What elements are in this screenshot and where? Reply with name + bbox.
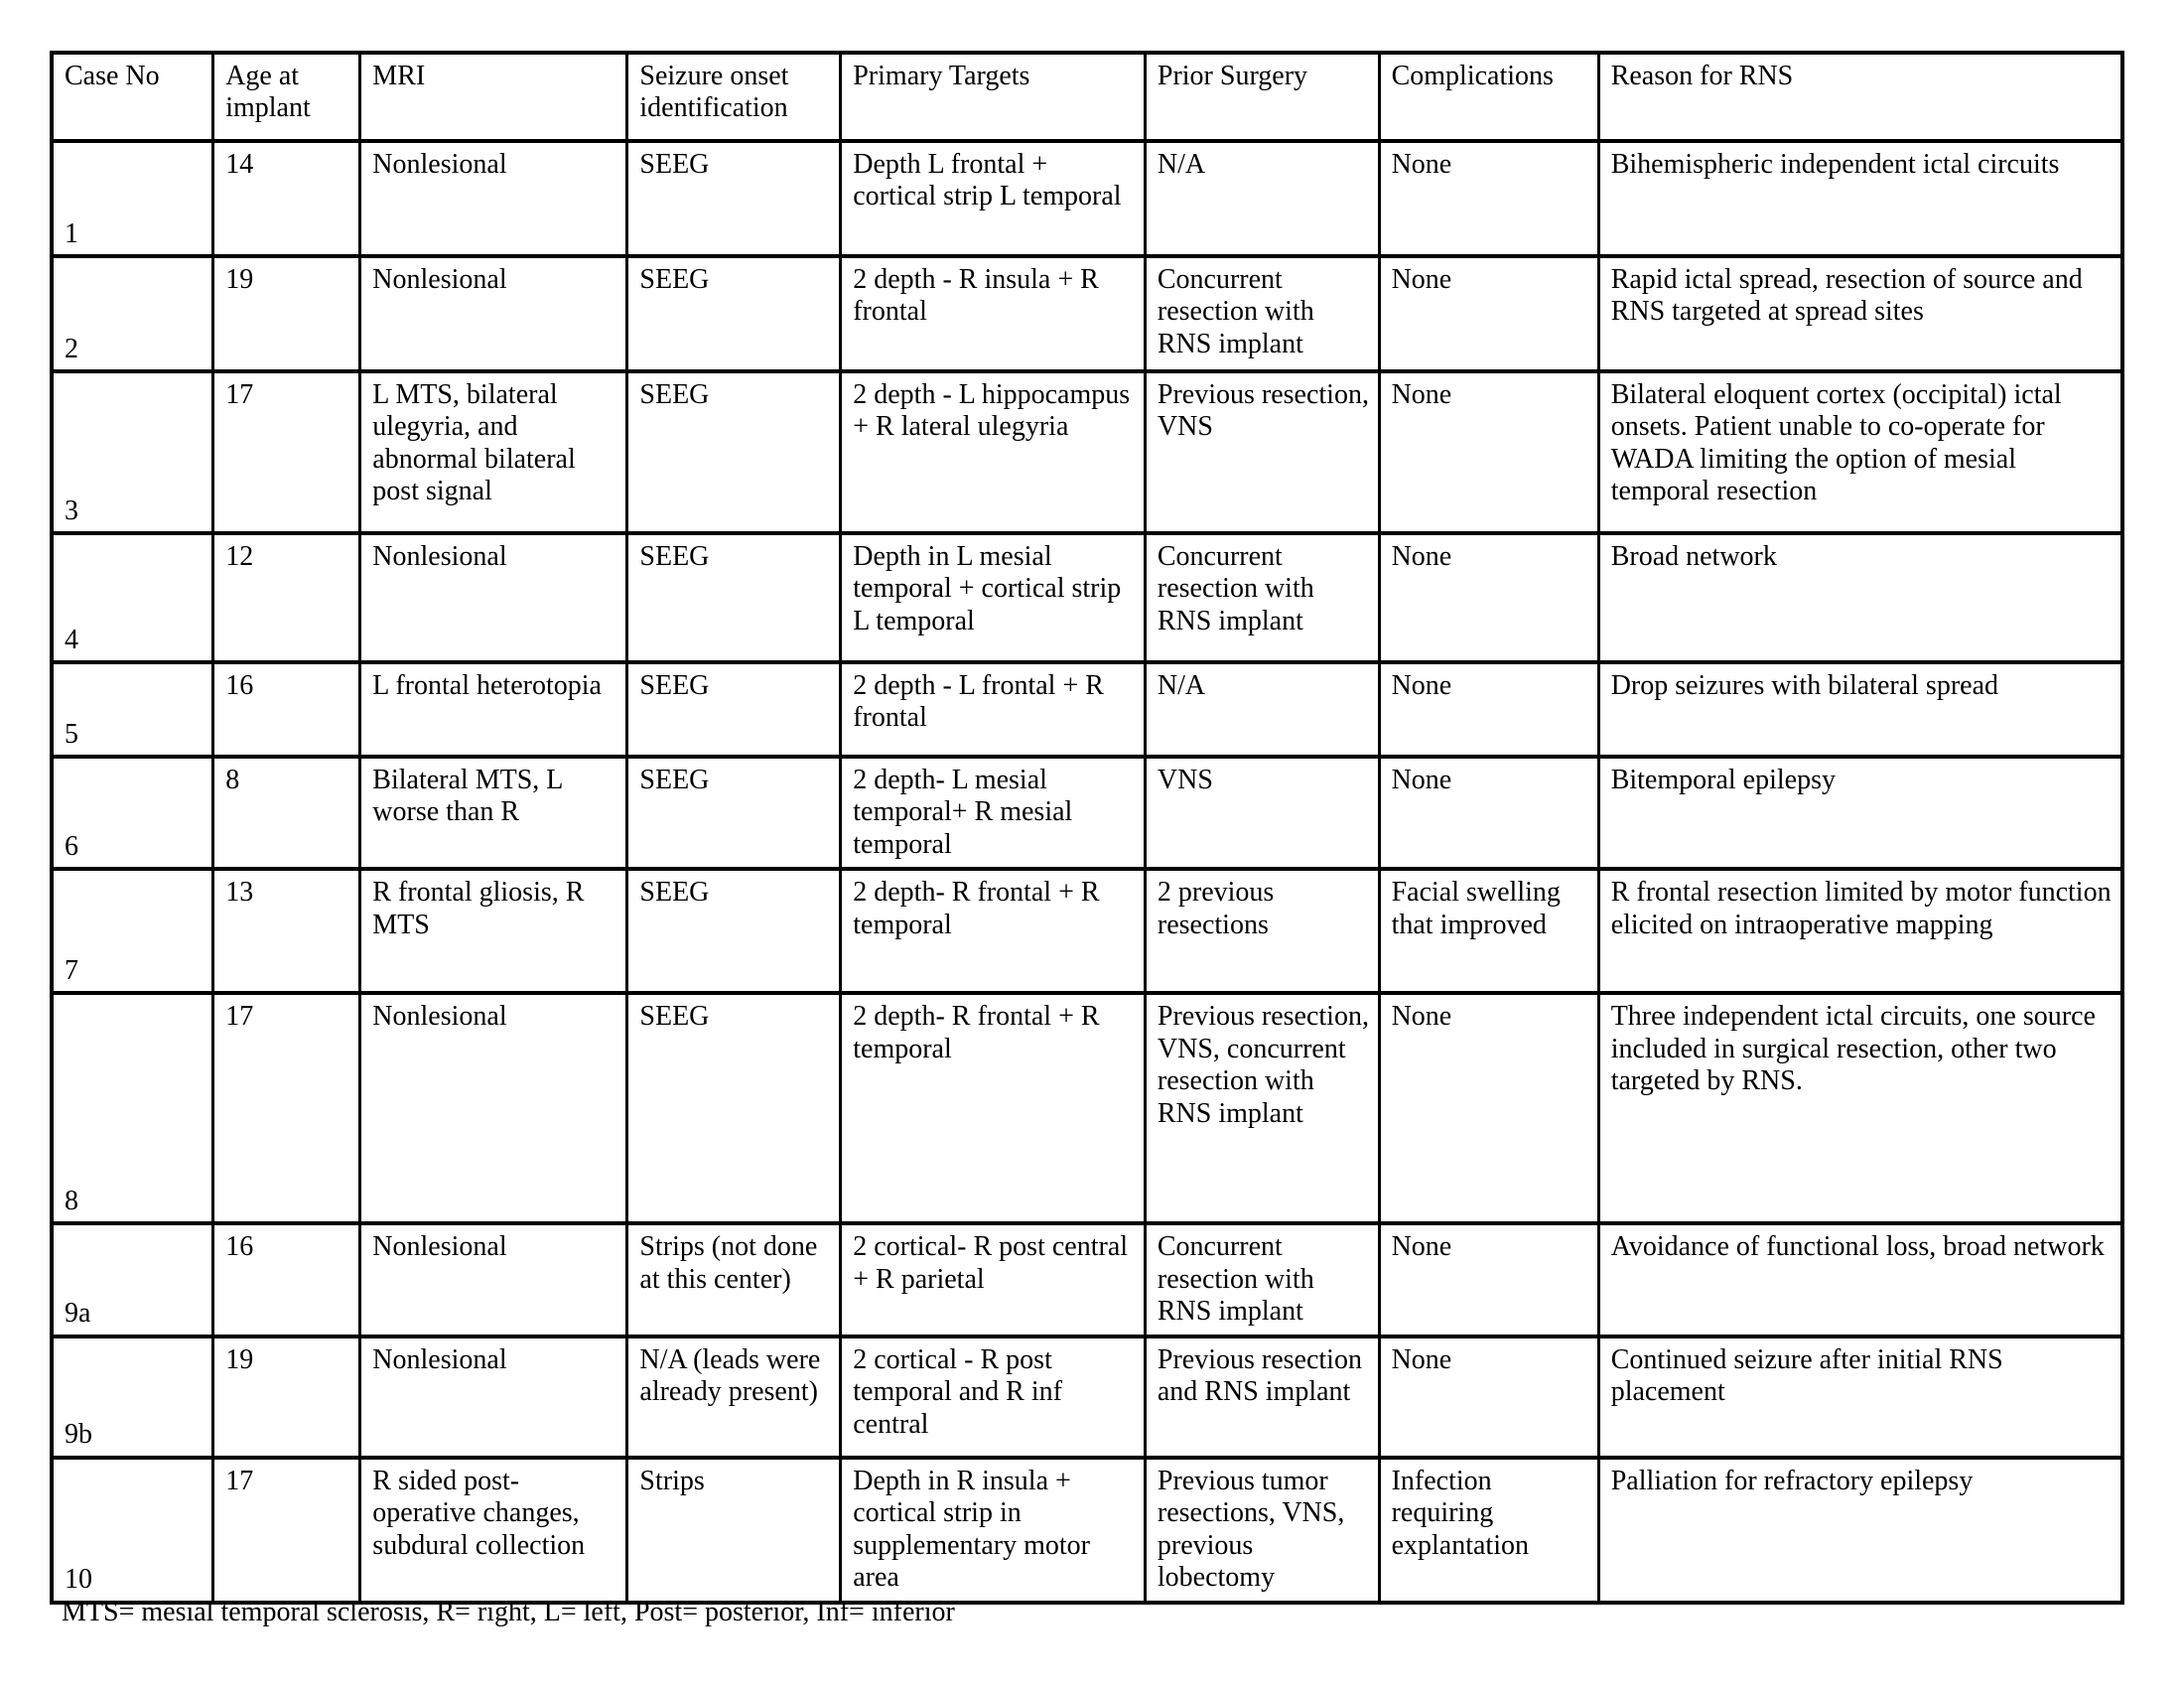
cell-complications: None [1379, 533, 1598, 662]
cell-mri: Nonlesional [360, 141, 627, 256]
cell-mri: Nonlesional [360, 533, 627, 662]
cell-age-at-implant: 13 [213, 869, 360, 993]
cell-seizure-onset: SEEG [627, 256, 841, 371]
cell-primary-targets: 2 depth - R insula + R frontal [841, 256, 1146, 371]
cell-mri: L frontal heterotopia [360, 662, 627, 757]
footnote: MTS= mesial temporal sclerosis, R= right, L= left, Post= posterior, Inf= inferior [62, 1597, 955, 1627]
cell-case-no: 4 [52, 533, 213, 662]
cell-prior-surgery: VNS [1145, 757, 1379, 869]
cell-primary-targets: 2 cortical - R post temporal and R inf central [841, 1336, 1146, 1458]
cell-prior-surgery: Concurrent resection with RNS implant [1145, 256, 1379, 371]
column-header-complications: Complications [1379, 53, 1598, 141]
cell-case-no: 5 [52, 662, 213, 757]
cell-prior-surgery: Concurrent resection with RNS implant [1145, 1223, 1379, 1336]
cell-reason-for-rns: Avoidance of functional loss, broad network [1598, 1223, 2122, 1336]
cell-reason-for-rns: Continued seizure after initial RNS placement [1598, 1336, 2122, 1458]
cell-reason-for-rns: Palliation for refractory epilepsy [1598, 1458, 2122, 1603]
cell-case-no: 1 [52, 141, 213, 256]
cell-case-no: 6 [52, 757, 213, 869]
cell-age-at-implant: 17 [213, 1458, 360, 1603]
cell-case-no: 10 [52, 1458, 213, 1603]
cell-primary-targets: Depth in R insula + cortical strip in supplementary motor area [841, 1458, 1146, 1603]
cell-reason-for-rns: Bilateral eloquent cortex (occipital) ictal onsets. Patient unable to co-operate for WADA limiting the option of mesial temporal resection [1598, 371, 2122, 533]
table-header [52, 53, 2122, 141]
cell-prior-surgery: Previous resection and RNS implant [1145, 1336, 1379, 1458]
header-row [52, 53, 2122, 141]
cell-reason-for-rns: Three independent ictal circuits, one source included in surgical resection, other two targeted by RNS. [1598, 993, 2122, 1223]
cell-prior-surgery: N/A [1145, 662, 1379, 757]
cell-age-at-implant: 19 [213, 256, 360, 371]
cell-prior-surgery: Concurrent resection with RNS implant [1145, 533, 1379, 662]
column-header-age-at-implant: Age at implant [213, 53, 360, 141]
cell-seizure-onset: Strips [627, 1458, 841, 1603]
cell-complications: None [1379, 757, 1598, 869]
cases-table [50, 51, 2124, 1605]
table-row [52, 869, 2122, 993]
table-row [52, 371, 2122, 533]
cell-reason-for-rns: Bitemporal epilepsy [1598, 757, 2122, 869]
cell-complications: None [1379, 993, 1598, 1223]
cell-mri: Nonlesional [360, 993, 627, 1223]
cell-complications: Infection requiring explantation [1379, 1458, 1598, 1603]
cell-complications: Facial swelling that improved [1379, 869, 1598, 993]
cell-age-at-implant: 17 [213, 993, 360, 1223]
table-row [52, 662, 2122, 757]
cell-age-at-implant: 17 [213, 371, 360, 533]
cell-seizure-onset: SEEG [627, 869, 841, 993]
cell-mri: R sided post-operative changes, subdural collection [360, 1458, 627, 1603]
table-row [52, 1458, 2122, 1603]
cell-prior-surgery: N/A [1145, 141, 1379, 256]
cell-mri: L MTS, bilateral ulegyria, and abnormal bilateral post signal [360, 371, 627, 533]
cell-primary-targets: 2 cortical- R post central + R parietal [841, 1223, 1146, 1336]
table-row [52, 1223, 2122, 1336]
table-row [52, 1336, 2122, 1458]
cell-seizure-onset: SEEG [627, 662, 841, 757]
cell-case-no: 8 [52, 993, 213, 1223]
table-body [52, 141, 2122, 1603]
cell-reason-for-rns: R frontal resection limited by motor function elicited on intraoperative mapping [1598, 869, 2122, 993]
column-header-seizure-onset: Seizure onset identification [627, 53, 841, 141]
cell-mri: Nonlesional [360, 1336, 627, 1458]
cell-prior-surgery: Previous resection, VNS, concurrent resection with RNS implant [1145, 993, 1379, 1223]
cell-age-at-implant: 8 [213, 757, 360, 869]
cell-reason-for-rns: Bihemispheric independent ictal circuits [1598, 141, 2122, 256]
cell-prior-surgery: Previous tumor resections, VNS, previous lobectomy [1145, 1458, 1379, 1603]
cell-seizure-onset: SEEG [627, 533, 841, 662]
cell-complications: None [1379, 1223, 1598, 1336]
column-header-mri: MRI [360, 53, 627, 141]
cell-age-at-implant: 16 [213, 1223, 360, 1336]
cell-case-no: 2 [52, 256, 213, 371]
cell-seizure-onset: Strips (not done at this center) [627, 1223, 841, 1336]
table-row [52, 993, 2122, 1223]
cell-seizure-onset: SEEG [627, 993, 841, 1223]
cell-primary-targets: Depth in L mesial temporal + cortical strip L temporal [841, 533, 1146, 662]
table-row [52, 141, 2122, 256]
cell-case-no: 9a [52, 1223, 213, 1336]
cell-case-no: 9b [52, 1336, 213, 1458]
cell-complications: None [1379, 141, 1598, 256]
cell-mri: Nonlesional [360, 1223, 627, 1336]
cell-prior-surgery: Previous resection, VNS [1145, 371, 1379, 533]
cell-primary-targets: Depth L frontal + cortical strip L temporal [841, 141, 1146, 256]
cell-age-at-implant: 19 [213, 1336, 360, 1458]
cell-age-at-implant: 16 [213, 662, 360, 757]
cell-primary-targets: 2 depth- R frontal + R temporal [841, 993, 1146, 1223]
cell-mri: R frontal gliosis, R MTS [360, 869, 627, 993]
cell-complications: None [1379, 256, 1598, 371]
cell-complications: None [1379, 1336, 1598, 1458]
cell-case-no: 7 [52, 869, 213, 993]
cell-reason-for-rns: Drop seizures with bilateral spread [1598, 662, 2122, 757]
column-header-case-no: Case No [52, 53, 213, 141]
cell-seizure-onset: N/A (leads were already present) [627, 1336, 841, 1458]
table-row [52, 256, 2122, 371]
cell-primary-targets: 2 depth- R frontal + R temporal [841, 869, 1146, 993]
column-header-primary-targets: Primary Targets [841, 53, 1146, 141]
cell-age-at-implant: 14 [213, 141, 360, 256]
cell-reason-for-rns: Broad network [1598, 533, 2122, 662]
table-row [52, 533, 2122, 662]
cell-mri: Bilateral MTS, L worse than R [360, 757, 627, 869]
cell-primary-targets: 2 depth- L mesial temporal+ R mesial temporal [841, 757, 1146, 869]
cell-complications: None [1379, 662, 1598, 757]
cell-case-no: 3 [52, 371, 213, 533]
cell-complications: None [1379, 371, 1598, 533]
cell-primary-targets: 2 depth - L frontal + R frontal [841, 662, 1146, 757]
cell-reason-for-rns: Rapid ictal spread, resection of source and RNS targeted at spread sites [1598, 256, 2122, 371]
cell-seizure-onset: SEEG [627, 757, 841, 869]
column-header-reason-for-rns: Reason for RNS [1598, 53, 2122, 141]
cell-seizure-onset: SEEG [627, 371, 841, 533]
cell-primary-targets: 2 depth - L hippocampus + R lateral ulegyria [841, 371, 1146, 533]
cell-age-at-implant: 12 [213, 533, 360, 662]
cell-prior-surgery: 2 previous resections [1145, 869, 1379, 993]
column-header-prior-surgery: Prior Surgery [1145, 53, 1379, 141]
table-row [52, 757, 2122, 869]
cell-mri: Nonlesional [360, 256, 627, 371]
cell-seizure-onset: SEEG [627, 141, 841, 256]
